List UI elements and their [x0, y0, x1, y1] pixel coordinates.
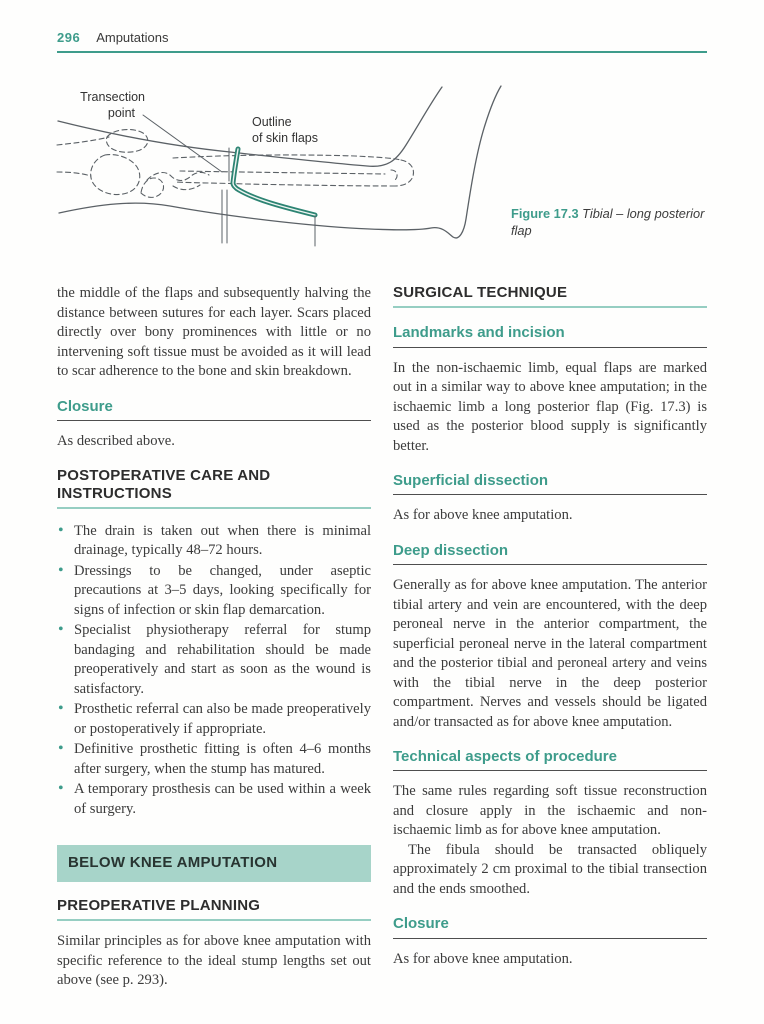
heading-technical-aspects: Technical aspects of procedure	[393, 748, 707, 771]
tibia-end-hook-dashed	[391, 170, 397, 180]
page-number: 296	[57, 30, 81, 45]
list-item: • Definitive prosthetic fitting is often 4–6 months after surgery, when the stump has matured.	[57, 740, 371, 779]
heading-superficial-dissection: Superficial dissection	[393, 472, 707, 495]
list-item: • Specialist physiotherapy referral for stump bandaging and rehabilitation should be made preoperatively and start as soon as the wound is satisfactory.	[57, 621, 371, 699]
list-item: • A temporary prosthesis can be used within a week of surgery.	[57, 780, 371, 819]
list-item: • Dressings to be changed, under aseptic precautions at 3–5 days, looking specifically for signs of infection or skin flap demarcation.	[57, 562, 371, 621]
list-item: • Prosthetic referral can also be made preoperatively or postoperatively if appropriate.	[57, 700, 371, 739]
femur-condyle-dashed	[91, 155, 140, 195]
heading-preoperative: PREOPERATIVE PLANNING	[57, 897, 371, 921]
annotation-text: of skin flaps	[252, 130, 319, 145]
tibia-bottom-dashed	[175, 182, 395, 186]
annotation-text: point	[107, 105, 135, 120]
page-header	[57, 30, 707, 53]
right-column	[393, 284, 707, 979]
chapter-title: Amputations	[96, 30, 169, 45]
postoperative-bullet-list	[57, 522, 371, 820]
figure-caption	[511, 205, 716, 240]
skin-flap-line	[233, 149, 315, 215]
technical-body-2: The fibula should be transacted obliquely approximately 2 cm proximal to the tibial transection and the ends smoothed.	[393, 841, 707, 897]
fibula-dashed	[180, 171, 385, 174]
tibial-plateau-dashed	[147, 172, 209, 180]
tibia-top-dashed	[173, 155, 401, 160]
annotation-text: Outline	[252, 115, 292, 129]
figure-annotation-transection	[63, 90, 145, 121]
list-item: • The drain is taken out when there is minimal drainage, typically 48–72 hours.	[57, 522, 371, 561]
preoperative-body: Similar principles as for above knee amputation with specific reference to the ideal stump lengths set out above (see p. 293).	[57, 933, 371, 988]
figure-illustration	[55, 85, 507, 270]
closure-left-body: As described above.	[57, 432, 175, 449]
intro-paragraph: the middle of the flaps and subsequently halving the distance between sutures for each layer. Scars placed directly over bony prominences with little or no intervening soft tissue must be avoided as it will lead to scar adherence to the bone and skin breakdown.	[57, 285, 371, 379]
figure-annotation-outline	[252, 115, 318, 146]
superficial-body: As for above knee amputation.	[393, 507, 573, 524]
left-column	[57, 284, 371, 1001]
heading-postoperative	[57, 467, 371, 509]
condyle-curl-dashed	[141, 178, 164, 197]
transection-leader-line	[143, 115, 222, 172]
tibial-plateau2-dashed	[173, 185, 200, 190]
technical-body-1: The same rules regarding soft tissue reconstruction and closure apply in the ischaemic and non-ischaemic limb as for above knee amputation.	[393, 783, 707, 839]
deep-body: Generally as for above knee amputation. The anterior tibial artery and vein are encountered, with the deep peroneal nerve in the anterior compartment, the superficial peroneal nerve in the lateral compartment and the posterior tibial and peroneal artery and veins with the tibial nerve in the deep posterior compartment. Nerves and vessels should be ligated and/or transacted as for above knee amputation.	[393, 577, 707, 730]
heading-deep-dissection: Deep dissection	[393, 542, 707, 565]
heading-postoperative-text: POSTOPERATIVE CARE AND INSTRUCTIONS	[57, 467, 271, 502]
annotation-text: Transection	[80, 90, 145, 104]
femur-bottom-dashed	[57, 172, 91, 176]
tibia-end-dashed	[395, 160, 414, 186]
landmarks-body: In the non-ischaemic limb, equal flaps are marked out in a similar way to above knee amputation; in the ischaemic limb a long posterior flap (Fig. 17.3) is used as the posterior blood supply is significantly better.	[393, 359, 707, 454]
figure-caption-text: Tibial – long posterior flap	[511, 206, 705, 239]
closure-right-body: As for above knee amputation.	[393, 950, 573, 967]
section-banner-below-knee: BELOW KNEE AMPUTATION	[57, 845, 371, 882]
heading-landmarks: Landmarks and incision	[393, 324, 707, 347]
heading-closure-right: Closure	[393, 915, 707, 938]
figure-caption-label: Figure 17.3	[511, 206, 579, 221]
heading-surgical-technique: SURGICAL TECHNIQUE	[393, 284, 707, 308]
heading-closure-left: Closure	[57, 398, 371, 421]
femur-top-dashed	[57, 137, 109, 145]
